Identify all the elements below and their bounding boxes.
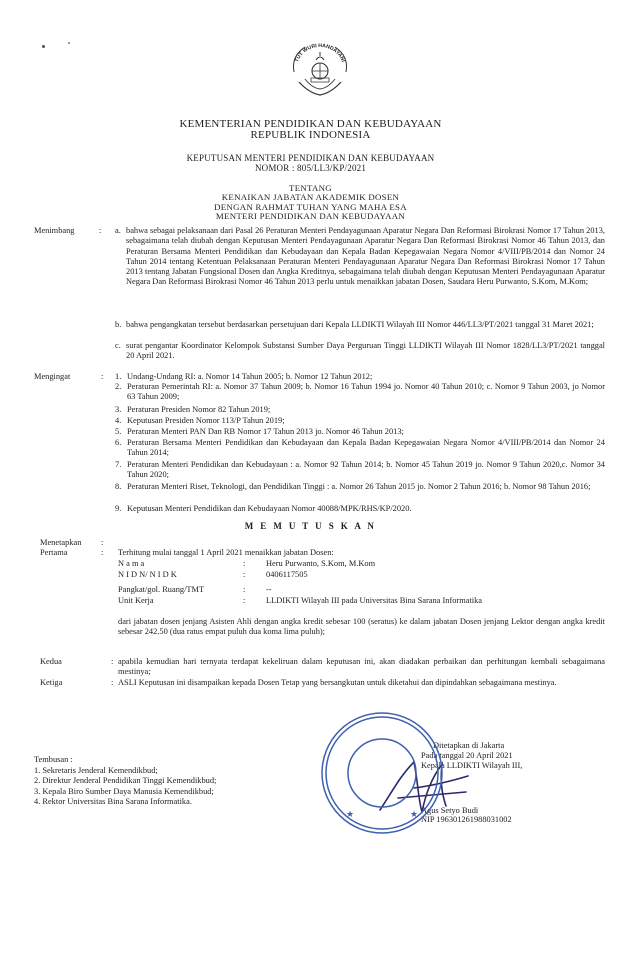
svg-text:★: ★ (346, 809, 355, 819)
signature-position: Kepala LLDIKTI Wilayah III, (421, 761, 523, 770)
field-label-nidn: N I D N/ N I D K (118, 570, 177, 579)
ministry-name: KEMENTERIAN PENDIDIKAN DAN KEBUDAYAAN (179, 118, 442, 130)
menimbang-item-b: b. bahwa pengangkatan tersebut berdasarkan persetujuan dari Kepala LLDIKTI Wilayah III Nomor 446/LL3/PT/2021 tanggal 31 Maret 2021; (115, 320, 605, 330)
mengingat-item-text: Peraturan Menteri Riset, Teknologi, dan Pendidikan Tinggi : a. Nomor 26 Tahun 2015 jo. Nomor 2 Tahun 2016; b. Nomor 98 Tahun 2016; (127, 482, 591, 491)
mengingat-item-8: 8. Peraturan Menteri Riset, Teknologi, dan Pendidikan Tinggi : a. Nomor 26 Tahun 2015 jo. Nomor 2 Tahun 2016; b. Nomor 98 Tahun 2016; (115, 482, 605, 492)
mengingat-label: Mengingat (34, 372, 71, 381)
mengingat-item-2: 2. Peraturan Pemerintah RI: a. Nomor 37 Tahun 2009; b. Nomor 16 Tahun 1994 jo. Nomor 40 Tahun 2010; c. Nomor 9 Tahun 2003, jo Nomor 63 Tahun 2009; (115, 382, 605, 402)
field-label-unit-kerja: Unit Kerja (118, 596, 154, 605)
pertama-label: Pertama (40, 548, 68, 557)
about-label: TENTANG (289, 183, 332, 193)
mengingat-colon: : (101, 372, 104, 381)
decree-subject: KENAIKAN JABATAN AKADEMIK DOSEN (221, 192, 400, 202)
field-label-pangkat: Pangkat/gol. Ruang/TMT (118, 585, 205, 594)
field-colon: : (243, 559, 246, 568)
menimbang-item-c: c. surat pengantar Koordinator Kelompok Substansi Sumber Daya Perguruan Tinggi LLDIKTI Wilayah III Nomor 1828/LL3/PT/2021 tanggal 20 April 2021. (115, 341, 605, 361)
menimbang-item-text: bahwa sebagai pelaksanaan dari Pasal 26 Peraturan Menteri Pendayagunaan Aparatur Negara Dan Reformasi Birokrasi Nomor 17 Tahun 2013, sebagaimana telah diubah dengan Keputusan Menteri Pendayagunaan Aparatur Negara Dan Reformasi Birokrasi Nomor 46 Tahun 2013, dan Peraturan Bersama Menteri Pendidikan dan Kebudayaan dan Kepala Badan Kepegawaian Negara Nomor 4/VIII/PB/2014 dan Nomor 24 Tahun 2014 tentang Ketentuan Pelaksanaan Peraturan Menteri Pendayagunaan Aparatur Negara Dan Reformasi Birokrasi Nomor 17 Tahun 2013 tentang Jabatan Fungsional Dosen dan Angka Kreditnya, sebagaimana telah diubah dengan Keputusan Menteri Pendayagunaan Aparatur Negara Dan Reformasi Birokrasi Nomor 46 Tahun 2013 perlu untuk menaikkan jabatan Dosen, Saudara Heru Purwanto, S.Kom, M.Kom; (126, 226, 605, 287)
mengingat-item-1: 1. Undang-Undang RI: a. Nomor 14 Tahun 2005; b. Nomor 12 Tahun 2012; (115, 372, 605, 382)
menimbang-item-text: bahwa pengangkatan tersebut berdasarkan persetujuan dari Kepala LLDIKTI Wilayah III Nomor 446/LL3/PT/2021 tanggal 31 Maret 2021; (126, 320, 594, 329)
tembusan-item: 4. Rektor Universitas Bina Sarana Informatika. (34, 796, 192, 806)
signatory-name: Agus Setyo Budi (421, 806, 479, 815)
tembusan-list (34, 766, 216, 807)
mengingat-item-5: 5. Peraturan Menteri PAN Dan RB Nomor 17 Tahun 2013 jo. Nomor 46 Tahun 2013; (115, 427, 605, 437)
tut-wuri-handayani-logo (285, 38, 355, 102)
mengingat-item-text: Peraturan Bersama Menteri Pendidikan dan Kebudayaan dan Kepala Badan Kepegawaian Negara Nomor 4/VIII/PB/2014 dan Nomor 24 Tahun 2014; (127, 438, 605, 458)
grace-line: DENGAN RAHMAT TUHAN YANG MAHA ESA (214, 202, 407, 212)
mengingat-item-6: 6. Peraturan Bersama Menteri Pendidikan dan Kebudayaan dan Kepala Badan Kepegawaian Negara Nomor 4/VIII/PB/2014 dan Nomor 24 Tahun 2014; (115, 438, 605, 458)
mengingat-item-7: 7. Peraturan Menteri Pendidikan dan Kebudayaan : a. Nomor 92 Tahun 2014; b. Nomor 45 Tahun 2019 jo. Nomor 9 Tahun 2020,c. Nomor 34 Tahun 2020; (115, 460, 605, 480)
field-colon: : (243, 570, 246, 579)
pertama-intro: Terhitung mulai tanggal 1 April 2021 menaikkan jabatan Dosen: (118, 548, 334, 557)
mengingat-item-3: 3. Peraturan Presiden Nomor 82 Tahun 2019; (115, 405, 605, 415)
country-name: REPUBLIK INDONESIA (250, 129, 371, 141)
tembusan-item: 1. Sekretaris Jenderal Kemendikbud; (34, 766, 158, 775)
mengingat-item-text: Peraturan Pemerintah RI: a. Nomor 37 Tahun 2009; b. Nomor 16 Tahun 1994 jo. Nomor 40 Tahun 2010; c. Nomor 9 Tahun 2003, jo Nomor 63 Tahun 2009; (127, 382, 605, 402)
pertama-colon: : (101, 548, 104, 557)
mengingat-item-4: 4. Keputusan Presiden Nomor 113/P Tahun 2019; (115, 416, 605, 426)
tembusan-title: Tembusan : (34, 755, 73, 764)
logo-motto: TUT WURI HANDAYANI (294, 42, 346, 63)
kedua-label: Kedua (40, 657, 62, 666)
field-value-nama: Heru Purwanto, S.Kom, M.Kom (266, 559, 376, 568)
svg-text:★: ★ (410, 809, 419, 819)
menimbang-item-a: a. bahwa sebagai pelaksanaan dari Pasal 26 Peraturan Menteri Pendayagunaan Aparatur Negara Dan Reformasi Birokrasi Nomor 17 Tahun 2013, sebagaimana telah diubah dengan Keputusan Menteri Pendayagunaan Aparatur Negara Dan Reformasi Birokrasi Nomor 46 Tahun 2013, dan Peraturan Bersama Menteri Pendidikan dan Kebudayaan dan Kepala Badan Kepegawaian Negara Nomor 4/VIII/PB/2014 dan Nomor 24 Tahun 2014 tentang Ketentuan Pelaksanaan Peraturan Menteri Pendayagunaan Aparatur Negara Dan Reformasi Birokrasi Nomor 17 Tahun 2013 tentang Jabatan Fungsional Dosen dan Angka Kreditnya, sebagaimana telah diubah dengan Keputusan Menteri Pendayagunaan Aparatur Negara Dan Reformasi Birokrasi Nomor 46 Tahun 2013 perlu untuk menaikkan jabatan Dosen, Saudara Heru Purwanto, S.Kom, M.Kom; (115, 226, 605, 287)
mengingat-item-text: Peraturan Menteri PAN Dan RB Nomor 17 Tahun 2013 jo. Nomor 46 Tahun 2013; (127, 427, 404, 436)
mengingat-item-9: 9. Keputusan Menteri Pendidikan dan Kebudayaan Nomor 40088/MPK/RHS/KP/2020. (115, 504, 605, 514)
kedua-colon: : (111, 657, 114, 666)
scan-speck (42, 45, 45, 48)
field-value-nidn: 0406117505 (266, 570, 308, 579)
field-label-nama: N a m a (118, 559, 145, 568)
field-value-pangkat: -- (266, 585, 272, 594)
menimbang-label: Menimbang (34, 226, 75, 235)
ketiga-text: ASLI Keputusan ini disampaikan kepada Dosen Tetap yang bersangkutan untuk diketahui dan dipindahkan sebagaimana mestinya. (118, 678, 557, 687)
kedua-text: apabila kemudian hari ternyata terdapat kekeliruan dalam keputusan ini, akan diadakan perbaikan dan perhitungan kembali sebagaimana mestinya; (118, 657, 605, 677)
ketiga-colon: : (111, 678, 114, 687)
menimbang-item-text: surat pengantar Koordinator Kelompok Substansi Sumber Daya Perguruan Tinggi LLDIKTI Wilayah III Nomor 1828/LL3/PT/2021 tanggal 20 April 2021. (126, 341, 605, 361)
field-colon: : (243, 596, 246, 605)
menimbang-colon: : (99, 226, 102, 235)
ketiga-label: Ketiga (40, 678, 63, 687)
scan-speck (68, 42, 70, 44)
pertama-body: dari jabatan dosen jenjang Asisten Ahli dengan angka kredit sebesar 100 (seratus) ke dalam jabatan Dosen jenjang Lektor dengan angka kredit sebesar 242.50 (dua ratus empat puluh dua koma lima puluh); (118, 617, 605, 637)
field-value-unit-kerja: LLDIKTI Wilayah III pada Universitas Bina Sarana Informatika (266, 596, 483, 605)
field-colon: : (243, 585, 246, 594)
memutuskan-heading: M E M U T U S K A N (244, 521, 377, 531)
official-stamp (316, 707, 448, 839)
mengingat-item-text: Keputusan Presiden Nomor 113/P Tahun 2019; (127, 416, 285, 425)
mengingat-item-text: Undang-Undang RI: a. Nomor 14 Tahun 2005; b. Nomor 12 Tahun 2012; (127, 372, 373, 381)
signatory-nip: NIP 196301261988031002 (421, 815, 512, 824)
menetapkan-label: Menetapkan (40, 538, 82, 547)
tembusan-item: 3. Kepala Biro Sumber Daya Manusia Kemendikbud; (34, 786, 214, 796)
signature-date: Pada tanggal 20 April 2021 (421, 751, 513, 760)
mengingat-item-text: Peraturan Menteri Pendidikan dan Kebudayaan : a. Nomor 92 Tahun 2014; b. Nomor 45 Tahun 2019 jo. Nomor 9 Tahun 2020,c. Nomor 34 Tahun 2020; (127, 460, 605, 480)
mengingat-item-text: Peraturan Presiden Nomor 82 Tahun 2019; (127, 405, 271, 414)
decree-title: KEPUTUSAN MENTERI PENDIDIKAN DAN KEBUDAYAAN (186, 153, 435, 163)
mengingat-item-text: Keputusan Menteri Pendidikan dan Kebudayaan Nomor 40088/MPK/RHS/KP/2020. (127, 504, 412, 513)
decree-number: NOMOR : 805/LL3/KP/2021 (254, 163, 367, 173)
minister-title: MENTERI PENDIDIKAN DAN KEBUDAYAAN (215, 211, 406, 221)
tembusan-item: 2. Direktur Jenderal Pendidikan Tinggi Kemendikbud; (34, 776, 217, 786)
menetapkan-colon: : (101, 538, 104, 547)
signature-place: Ditetapkan di Jakarta (433, 741, 505, 750)
